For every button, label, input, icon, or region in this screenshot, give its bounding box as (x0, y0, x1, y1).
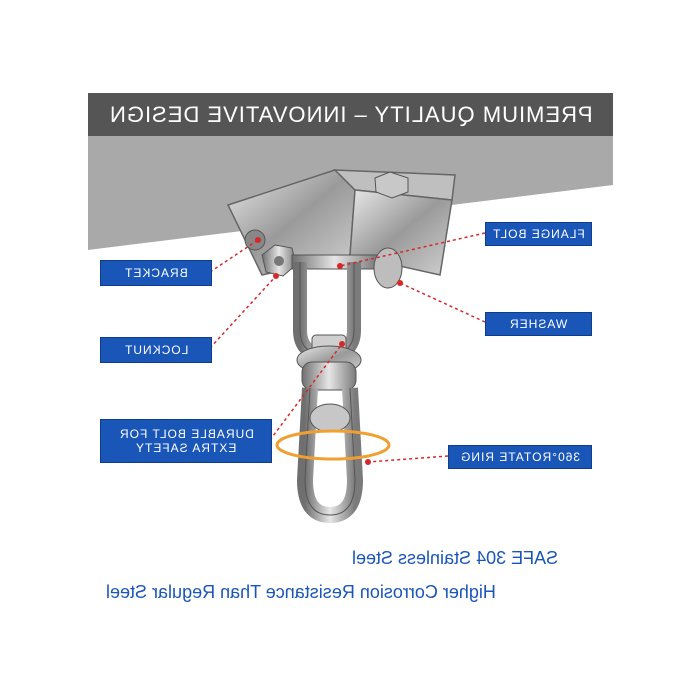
label-locknut (100, 337, 212, 363)
footer-line-2: Higher Corrosion Resistance Than Regular Steel (106, 582, 496, 602)
label-rotate-ring-text: 360°ROTATE RING (459, 450, 581, 464)
label-bracket (100, 260, 212, 286)
label-washer (485, 312, 592, 336)
rotate-highlight-ring (277, 431, 389, 459)
banner-text: PREMIUM QUALITY – INNOVATIVE DESIGN (108, 101, 593, 127)
label-rotate-ring (448, 445, 592, 469)
rotate-ring (305, 388, 355, 515)
label-durable-bolt-line1: DURABLE BOLT FOR (118, 427, 254, 441)
label-flange-bolt-text: FLANGE BOLT (492, 227, 585, 241)
label-durable-bolt-line2: EXTRA SAFETY (135, 441, 237, 455)
label-bracket-text: BRACKET (124, 266, 188, 280)
footer-line-1: SAFE 304 Stainless Steel (352, 548, 559, 568)
label-durable-bolt (100, 419, 272, 463)
label-flange-bolt (485, 222, 592, 246)
label-washer-text: WASHER (509, 317, 568, 331)
label-locknut-text: LOCKNUT (123, 343, 189, 357)
